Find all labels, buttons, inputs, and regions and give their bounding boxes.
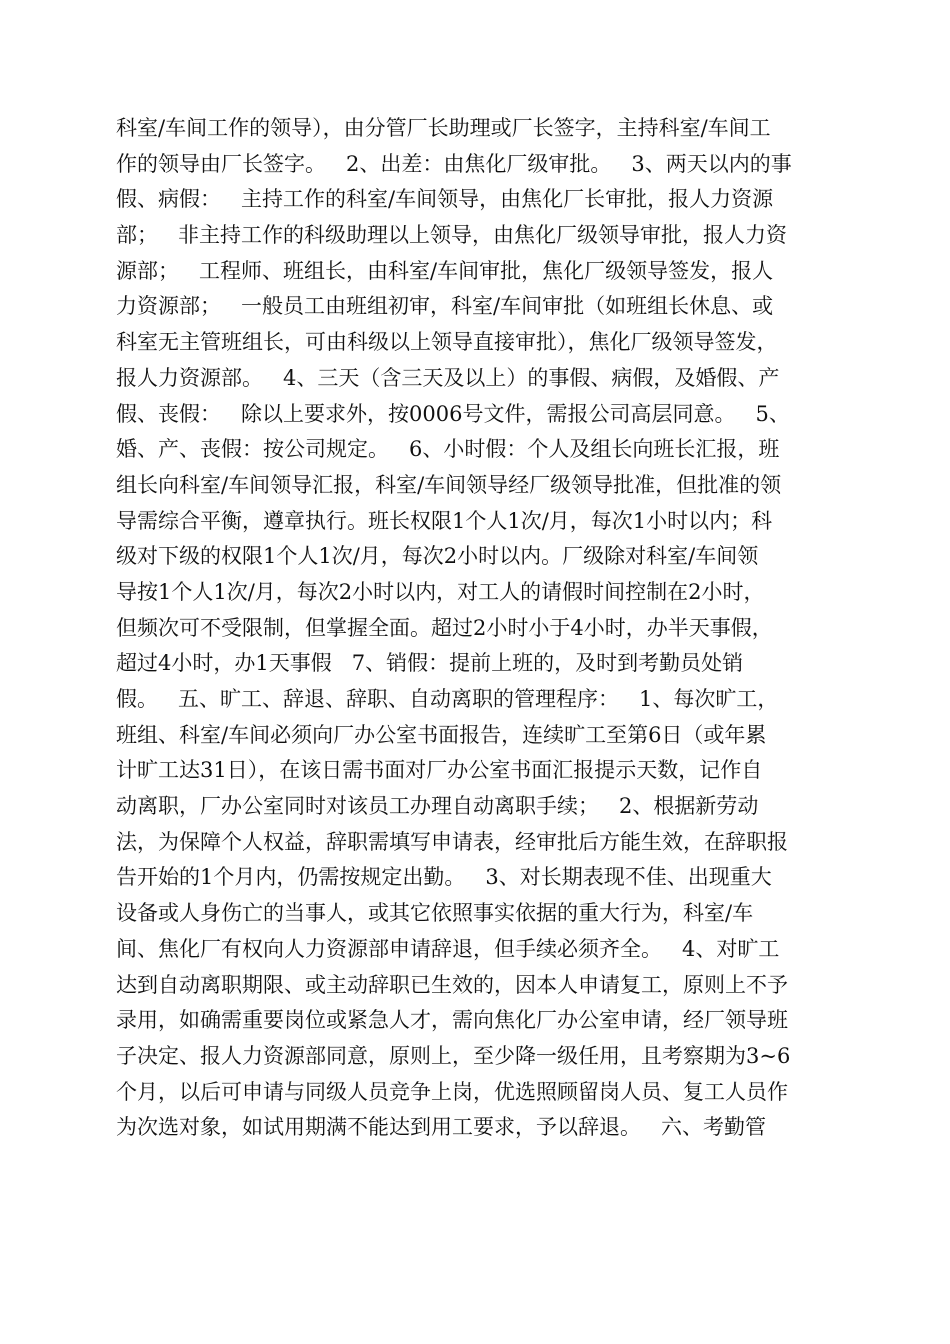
text-line: 计旷工达31日），在该日需书面对厂办公室书面汇报提示天数，记作自 [116,758,763,783]
text-line: 班组、科室/车间必须向厂办公室书面报告，连续旷工至第6日（或年累 [116,722,767,747]
text-line: 间、焦化厂有权向人力资源部申请辞退，但手续必须齐全。 4、对旷工 [116,936,780,961]
text-line: 部； 非主持工作的科级助理以上领导，由焦化厂级领导审批，报人力资 [116,223,788,248]
text-line: 科室无主管班组长，可由科级以上领导直接审批），焦化厂级领导签发， [116,330,778,355]
text-line: 告开始的1个月内，仍需按规定出勤。 3、对长期表现不佳、出现重大 [116,865,772,890]
body-text [116,111,836,1146]
text-line: 报人力资源部。 4、三天（含三天及以上）的事假、病假，及婚假、产 [116,365,780,390]
text-line: 超过4小时，办1天事假 7、销假：提前上班的，及时到考勤员处销 [116,651,744,676]
text-line: 力资源部； 一般员工由班组初审，科室/车间审批（如班组长休息、或 [116,294,774,319]
text-line: 级对下级的权限1个人1次/月，每次2小时以内。厂级除对科室/车间领 [116,544,759,569]
text-line: 作的领导由厂长签字。 2、出差：由焦化厂级审批。 3、两天以内的事 [116,151,792,176]
text-line: 科室/车间工作的领导），由分管厂长助理或厂长签字，主持科室/车间工 [116,116,771,140]
text-line: 为次选对象，如试用期满不能达到用工要求，予以辞退。 六、考勤管 [116,1115,767,1140]
text-line: 达到自动离职期限、或主动辞职已生效的，因本人申请复工，原则上不予 [116,972,788,997]
text-line: 导需综合平衡，遵章执行。班长权限1个人1次/月，每次1小时以内；科 [116,508,773,533]
text-line: 源部； 工程师、班组长，由科室/车间审批，焦化厂级领导签发，报人 [116,258,774,283]
text-line: 假、病假： 主持工作的科室/车间领导，由焦化厂长审批，报人力资源 [116,187,774,212]
text-line: 但频次可不受限制，但掌握全面。超过2小时小于4小时，办半天事假， [116,615,773,640]
text-line: 假。 五、旷工、辞退、辞职、自动离职的管理程序： 1、每次旷工， [116,687,779,711]
text-line: 法，为保障个人权益，辞职需填写申请表，经审批后方能生效，在辞职报 [116,829,788,854]
text-line: 个月，以后可申请与同级人员竞争上岗，优选照顾留岗人员、复工人员作 [116,1079,788,1104]
text-line: 婚、产、丧假：按公司规定。 6、小时假：个人及组长向班长汇报，班 [116,437,780,462]
text-line: 设备或人身伤亡的当事人，或其它依照事实依据的重大行为，科室/车 [116,901,754,926]
text-line: 导按1个人1次/月，每次2小时以内，对工人的请假时间控制在2小时， [116,579,765,604]
text-line: 子决定、报人力资源部同意，原则上，至少降一级任用，且考察期为3~6 [116,1043,791,1068]
text-line: 动离职，厂办公室同时对该员工办理自动离职手续； 2、根据新劳动 [116,794,759,819]
text-line: 录用，如确需重要岗位或紧急人才，需向焦化厂办公室申请，经厂领导班 [116,1008,788,1033]
text-line: 假、丧假： 除以上要求外，按0006号文件，需报公司高层同意。 5、 [116,401,790,426]
text-line: 组长向科室/车间领导汇报，科室/车间领导经厂级领导批准，但批准的领 [116,472,782,497]
